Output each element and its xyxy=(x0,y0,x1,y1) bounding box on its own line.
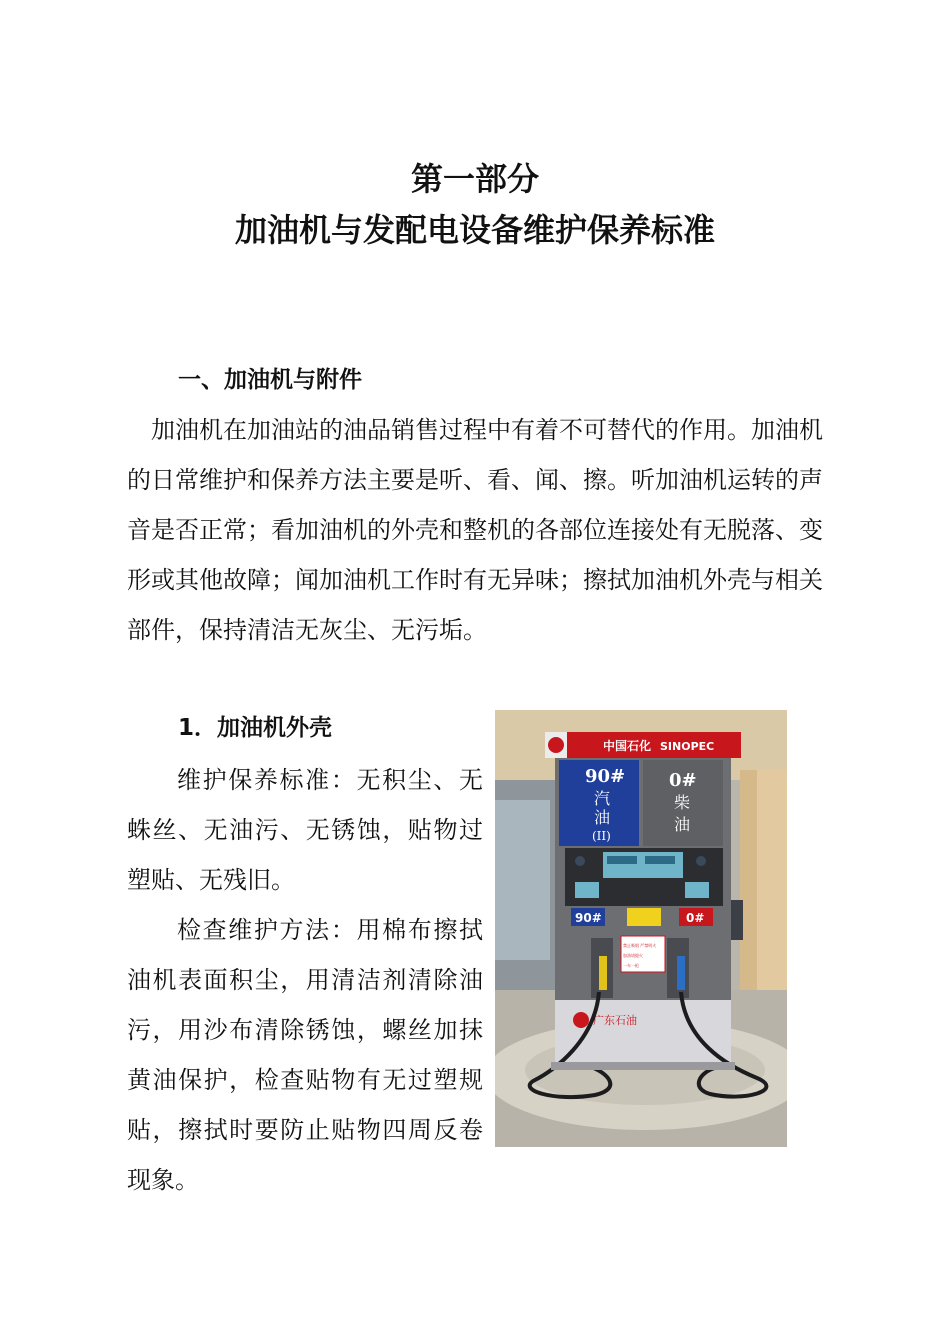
grade-right-label: 0# xyxy=(669,770,697,791)
fuel-left-char-2: 油 xyxy=(594,808,611,827)
nozzle-left-label: 90# xyxy=(575,911,602,925)
fuel-right-char-1: 柴 xyxy=(674,793,691,812)
document-title: 加油机与发配电设备维护保养标准 xyxy=(234,211,715,249)
nozzle-right-label: 0# xyxy=(686,911,705,925)
brand-cn-label: 中国石化 xyxy=(603,739,652,753)
subsection-heading: 1．加油机外壳 xyxy=(178,715,333,741)
notice-line-3: 一车一枪 xyxy=(623,963,639,968)
brand-en-label: SINOPEC xyxy=(660,740,715,753)
maintenance-standard-paragraph: 维护保养标准：无积尘、无蛛丝、无油污、无锈蚀，贴物过塑贴、无残旧。 xyxy=(127,766,483,894)
notice-line-2: 加油请熄火 xyxy=(623,953,643,958)
part-title: 第一部分 xyxy=(410,160,539,198)
fuel-right-char-2: 油 xyxy=(674,815,691,834)
grade-left-label: 90# xyxy=(585,766,626,787)
bottom-brand-label: 广东石油 xyxy=(593,1014,637,1027)
section-intro-paragraph: 加油机在加油站的油品销售过程中有着不可替代的作用。加油机的日常维护和保养方法主要是听、看、闻、擦。听加油机运转的声音是否正常；看加油机的外壳和整机的各部位连接处有无脱落、变形或其他故障；闻加油机工作时有无异味；擦拭加油机外壳与相关部件，保持清洁无灰尘、无污垢。 xyxy=(127,416,823,644)
fuel-left-char-1: 汽 xyxy=(594,789,611,808)
fuel-left-grade: (II) xyxy=(592,829,611,843)
fuel-dispenser-photo xyxy=(495,710,787,1147)
section-heading: 一、加油机与附件 xyxy=(178,367,362,393)
notice-line-1: 禁止吸烟 严禁明火 xyxy=(623,943,657,948)
inspection-method-paragraph: 检查维护方法：用棉布擦拭油机表面积尘，用清洁剂清除油污，用沙布清除锈蚀，螺丝加抹黄油保护，检查贴物有无过塑规贴，擦拭时要防止贴物四周反卷现象。 xyxy=(127,916,483,1194)
